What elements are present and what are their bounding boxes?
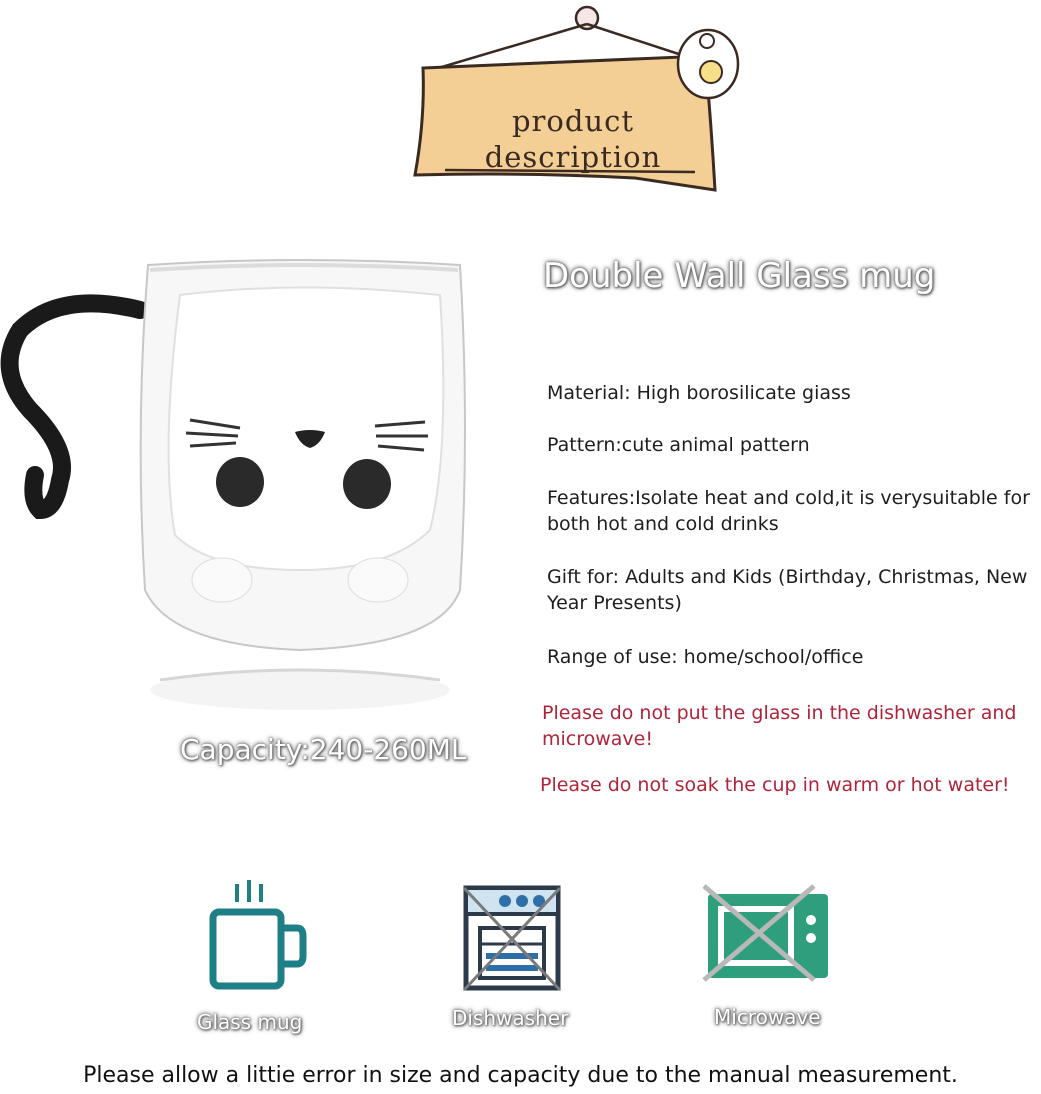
- spec-features: Features:Isolate heat and cold,it is verysuitable for both hot and cold drinks: [547, 487, 1030, 535]
- product-description-sign: [405, 0, 745, 200]
- cat-left-eye: [216, 457, 264, 507]
- microwave-label: Microwave: [714, 1005, 821, 1029]
- spec-range: Range of use: home/school/office: [547, 646, 864, 668]
- glass-mug-label: Glass mug: [197, 1010, 303, 1034]
- microwave-icon: [700, 884, 835, 984]
- sign-title-line1: product: [511, 104, 635, 138]
- footer-note: Please allow a littie error in size and capacity due to the manual measurement.: [83, 1063, 958, 1088]
- spec-material: Material: High borosilicate giass: [547, 382, 851, 404]
- mug-handle: [10, 303, 140, 510]
- dishwasher-icon: [460, 884, 565, 994]
- warning-dishwasher: Please do not put the glass in the dishwasher and microwave!: [542, 702, 1017, 750]
- cat-mug-image: [0, 250, 490, 720]
- capacity-label: Capacity:240-260ML: [180, 733, 467, 766]
- cat-body: [169, 288, 444, 571]
- dishwasher-label: Dishwasher: [452, 1006, 569, 1030]
- cat-right-eye: [343, 459, 391, 509]
- spec-gift: Gift for: Adults and Kids (Birthday, Christmas, New Year Presents): [547, 566, 1028, 614]
- sign-title-line2: description: [484, 140, 662, 174]
- warning-soak: Please do not soak the cup in warm or hot water!: [540, 774, 1010, 796]
- glass-mug-icon: [205, 880, 310, 990]
- product-title: Double Wall Glass mug: [543, 256, 936, 296]
- spec-pattern: Pattern:cute animal pattern: [547, 434, 810, 456]
